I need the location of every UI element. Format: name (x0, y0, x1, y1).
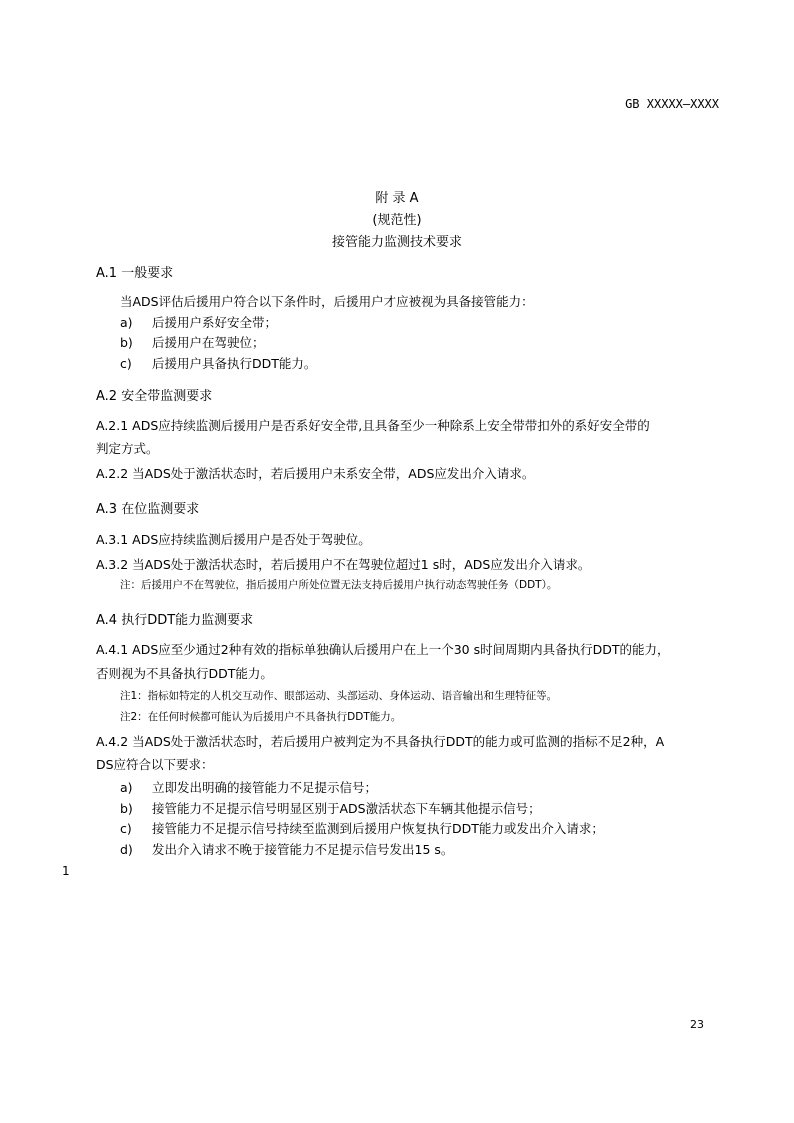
list-item-text: 后援用户具备执行DDT能力。 (152, 356, 317, 371)
clause-a4-2-line1: A.4.2 当ADS处于激活状态时，若后援用户被判定为不具备执行DDT的能力或可监测的指标不足2种，A (96, 734, 665, 749)
list-item (120, 799, 541, 817)
list-item-label: b) (120, 335, 133, 350)
list-item-text: 后援用户在驾驶位； (152, 335, 265, 350)
standard-number: GB XXXXX—XXXX (625, 97, 719, 111)
clause-a3-1: A.3.1 ADS应持续监测后援用户是否处于驾驶位。 (96, 532, 371, 547)
list-item (120, 313, 277, 331)
section-heading-a4: A.4 执行DDT能力监测要求 (96, 613, 254, 628)
list-item-text: 接管能力不足提示信号明显区别于ADS激活状态下车辆其他提示信号； (152, 801, 541, 816)
list-item-label: a) (120, 315, 133, 330)
clause-a2-2: A.2.2 当ADS处于激活状态时，若后援用户未系安全带，ADS应发出介入请求。 (96, 466, 535, 481)
a1-intro: 当ADS评估后援用户符合以下条件时，后援用户才应被视为具备接管能力： (120, 294, 534, 309)
list-item (120, 819, 604, 837)
margin-mark: 1 (62, 864, 70, 878)
appendix-type: (规范性) (372, 213, 422, 228)
note-a4-1: 注1：指标如特定的人机交互动作、眼部运动、头部运动、身体运动、语音输出和生理特征等。 (120, 690, 558, 702)
clause-a4-2-line2: DS应符合以下要求： (96, 757, 214, 772)
list-item (120, 778, 377, 796)
clause-a4-1-line2: 否则视为不具备执行DDT能力。 (96, 666, 273, 681)
clause-a3-2: A.3.2 当ADS处于激活状态时，若后援用户不在驾驶位超过1 s时，ADS应发出介入请求。 (96, 557, 591, 572)
section-heading-a3: A.3 在位监测要求 (96, 502, 200, 517)
list-item (120, 354, 316, 372)
appendix-title: 接管能力监测技术要求 (331, 235, 462, 250)
list-item-label: c) (120, 356, 132, 371)
note-a3: 注：后援用户不在驾驶位，指后援用户所处位置无法支持后援用户执行动态驾驶任务（DDT）。 (120, 579, 558, 591)
list-item-label: b) (120, 801, 133, 816)
list-item-text: 发出介入请求不晚于接管能力不足提示信号发出15 s。 (152, 842, 454, 857)
list-item-label: d) (120, 842, 133, 857)
section-heading-a1: A.1 一般要求 (96, 266, 174, 281)
list-item-label: c) (120, 821, 132, 836)
appendix-label: 附 录 A (375, 191, 419, 206)
note-a4-2: 注2：在任何时候都可能认为后援用户不具备执行DDT能力。 (120, 711, 402, 723)
clause-a2-1-line1: A.2.1 ADS应持续监测后援用户是否系好安全带,且具备至少一种除系上安全带带扣外的系好安全带的 (96, 418, 650, 433)
list-item-text: 立即发出明确的接管能力不足提示信号； (152, 780, 378, 795)
list-item (120, 333, 265, 351)
list-item-text: 后援用户系好安全带； (152, 315, 278, 330)
list-item-label: a) (120, 780, 133, 795)
list-item-text: 接管能力不足提示信号持续至监测到后援用户恢复执行DDT能力或发出介入请求； (152, 821, 604, 836)
list-item (120, 840, 453, 858)
clause-a2-1-line2: 判定方式。 (96, 441, 159, 456)
section-heading-a2: A.2 安全带监测要求 (96, 389, 213, 404)
clause-a4-1-line1: A.4.1 ADS应至少通过2种有效的指标单独确认后援用户在上一个30 s时间周期内具备执行DDT的能力， (96, 642, 670, 657)
page-number: 23 (690, 1018, 704, 1031)
